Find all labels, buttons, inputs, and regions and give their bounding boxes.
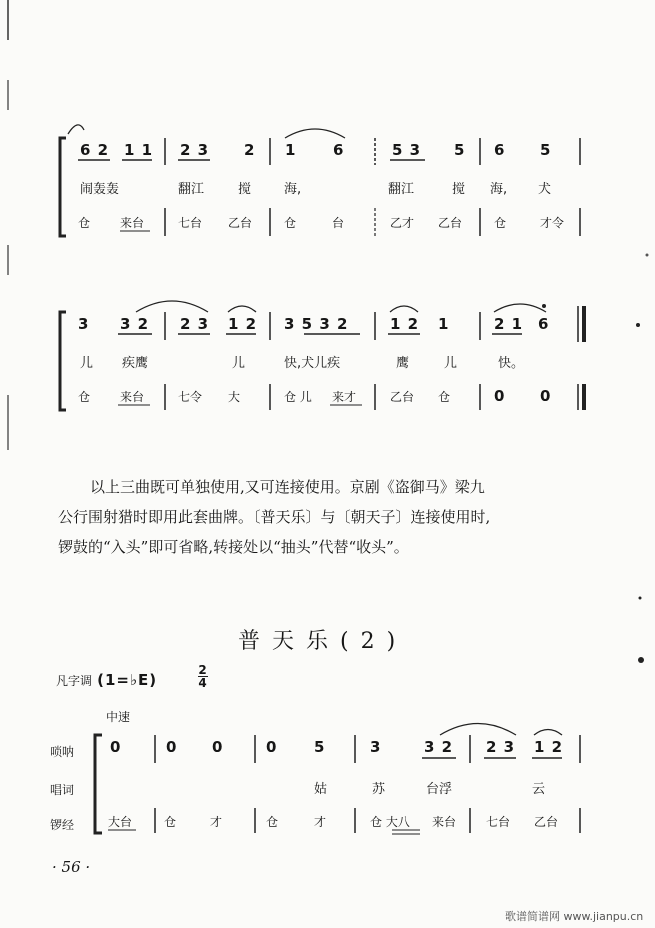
note: 3 <box>78 315 90 333</box>
note: 1 2 <box>390 315 420 333</box>
gong: 乙台 <box>228 216 253 230</box>
time-signature <box>198 664 208 689</box>
gong: 大台 <box>108 815 133 829</box>
gong-rest: 0 <box>494 387 506 405</box>
note: 0 <box>266 738 278 756</box>
note: 2 3 <box>180 141 210 159</box>
key-name: 凡字调 <box>56 674 93 688</box>
lyric: 苏 <box>372 782 386 797</box>
note: 5 3 <box>392 141 422 159</box>
gong: 才 <box>210 815 223 829</box>
note: 6 <box>538 315 550 333</box>
lyric: 儿 <box>80 356 94 371</box>
gong: 乙台 <box>438 216 463 230</box>
time-bottom: 4 <box>198 676 208 690</box>
note: 3 5 3 2 <box>284 315 349 333</box>
lyric: 海, <box>284 182 302 197</box>
explanation-paragraph <box>58 472 491 562</box>
note: 3 <box>370 738 382 756</box>
note: 6 <box>494 141 506 159</box>
time-top: 2 <box>198 663 208 677</box>
key-value: (1=♭E) <box>97 671 158 689</box>
lyric: 快,犬儿疾 <box>284 356 341 371</box>
lyric: 儿 <box>232 356 246 371</box>
note: 3 2 <box>424 738 454 756</box>
note: 2 3 <box>180 315 210 333</box>
gong: 仓 <box>438 390 451 404</box>
lyric: 鹰 <box>396 356 410 371</box>
gong: 七令 <box>178 390 203 404</box>
gong: 乙台 <box>534 815 559 829</box>
note: 1 2 <box>534 738 564 756</box>
gong: 仓 <box>78 390 91 404</box>
lyric: 儿 <box>444 356 458 371</box>
note: 5 <box>454 141 466 159</box>
note: 1 1 <box>124 141 154 159</box>
note: 6 2 <box>80 141 110 159</box>
note: 2 1 <box>494 315 524 333</box>
gong: 乙才 <box>390 216 415 230</box>
note: 0 <box>212 738 224 756</box>
paragraph-line: 锣鼓的“入头”即可省略,转接处以“抽头”代替“收头”。 <box>58 538 409 556</box>
gong: 仓 儿 <box>284 390 312 404</box>
note: 0 <box>166 738 178 756</box>
gong: 来台 <box>120 216 145 230</box>
lyric: 闹轰轰 <box>80 182 120 197</box>
note: 2 3 <box>486 738 516 756</box>
lyric: 翻江 <box>178 182 205 197</box>
lyric: 云 <box>532 782 546 797</box>
lyric: 海, <box>490 182 508 197</box>
lyric: 搅 <box>238 182 252 197</box>
part-label: 锣经 <box>50 818 75 832</box>
lyric: 快。 <box>498 356 525 371</box>
lyric: 姑 <box>314 782 328 797</box>
gong: 才令 <box>540 216 565 230</box>
note: 5 <box>314 738 326 756</box>
note: 2 <box>244 141 256 159</box>
part-label: 唢呐 <box>50 745 75 759</box>
paragraph-line: 公行围射猎时即用此套曲牌。〔普天乐〕与〔朝天子〕连接使用时, <box>58 508 491 526</box>
lyric: 犬 <box>538 182 552 197</box>
gong-rest: 0 <box>540 387 552 405</box>
lyric: 搅 <box>452 182 466 197</box>
watermark: 歌谱简谱网 www.jianpu.cn <box>505 910 644 923</box>
gong: 才 <box>314 815 327 829</box>
note: 0 <box>110 738 122 756</box>
note: 6 <box>333 141 345 159</box>
key-signature <box>56 670 157 689</box>
gong: 仓 <box>284 216 297 230</box>
page-number: · 56 · <box>52 858 91 876</box>
gong: 大 <box>228 390 241 404</box>
gong: 七台 <box>178 216 203 230</box>
gong: 仓 <box>164 815 177 829</box>
note: 5 <box>540 141 552 159</box>
part-label: 唱词 <box>50 783 75 797</box>
tempo-marking: 中速 <box>106 710 131 724</box>
lyric: 翻江 <box>388 182 415 197</box>
gong: 来才 <box>332 390 357 404</box>
lyric: 台浮 <box>426 782 453 797</box>
lyric: 疾鹰 <box>122 356 149 371</box>
section-title: 普天乐(2) <box>238 629 408 654</box>
gong: 来台 <box>120 390 145 404</box>
note: 1 <box>438 315 450 333</box>
gong: 仓 <box>78 216 91 230</box>
gong: 乙台 <box>390 390 415 404</box>
note: 3 2 <box>120 315 150 333</box>
gong: 仓 <box>494 216 507 230</box>
note: 1 2 <box>228 315 258 333</box>
gong: 来台 <box>432 815 457 829</box>
gong: 仓 <box>266 815 279 829</box>
gong: 七台 <box>486 815 511 829</box>
note: 1 <box>285 141 297 159</box>
gong: 台 <box>332 216 345 230</box>
gong: 仓 大八 <box>370 815 410 829</box>
paragraph-line: 以上三曲既可单独使用,又可连接使用。京剧《盗御马》梁九 <box>90 478 485 496</box>
